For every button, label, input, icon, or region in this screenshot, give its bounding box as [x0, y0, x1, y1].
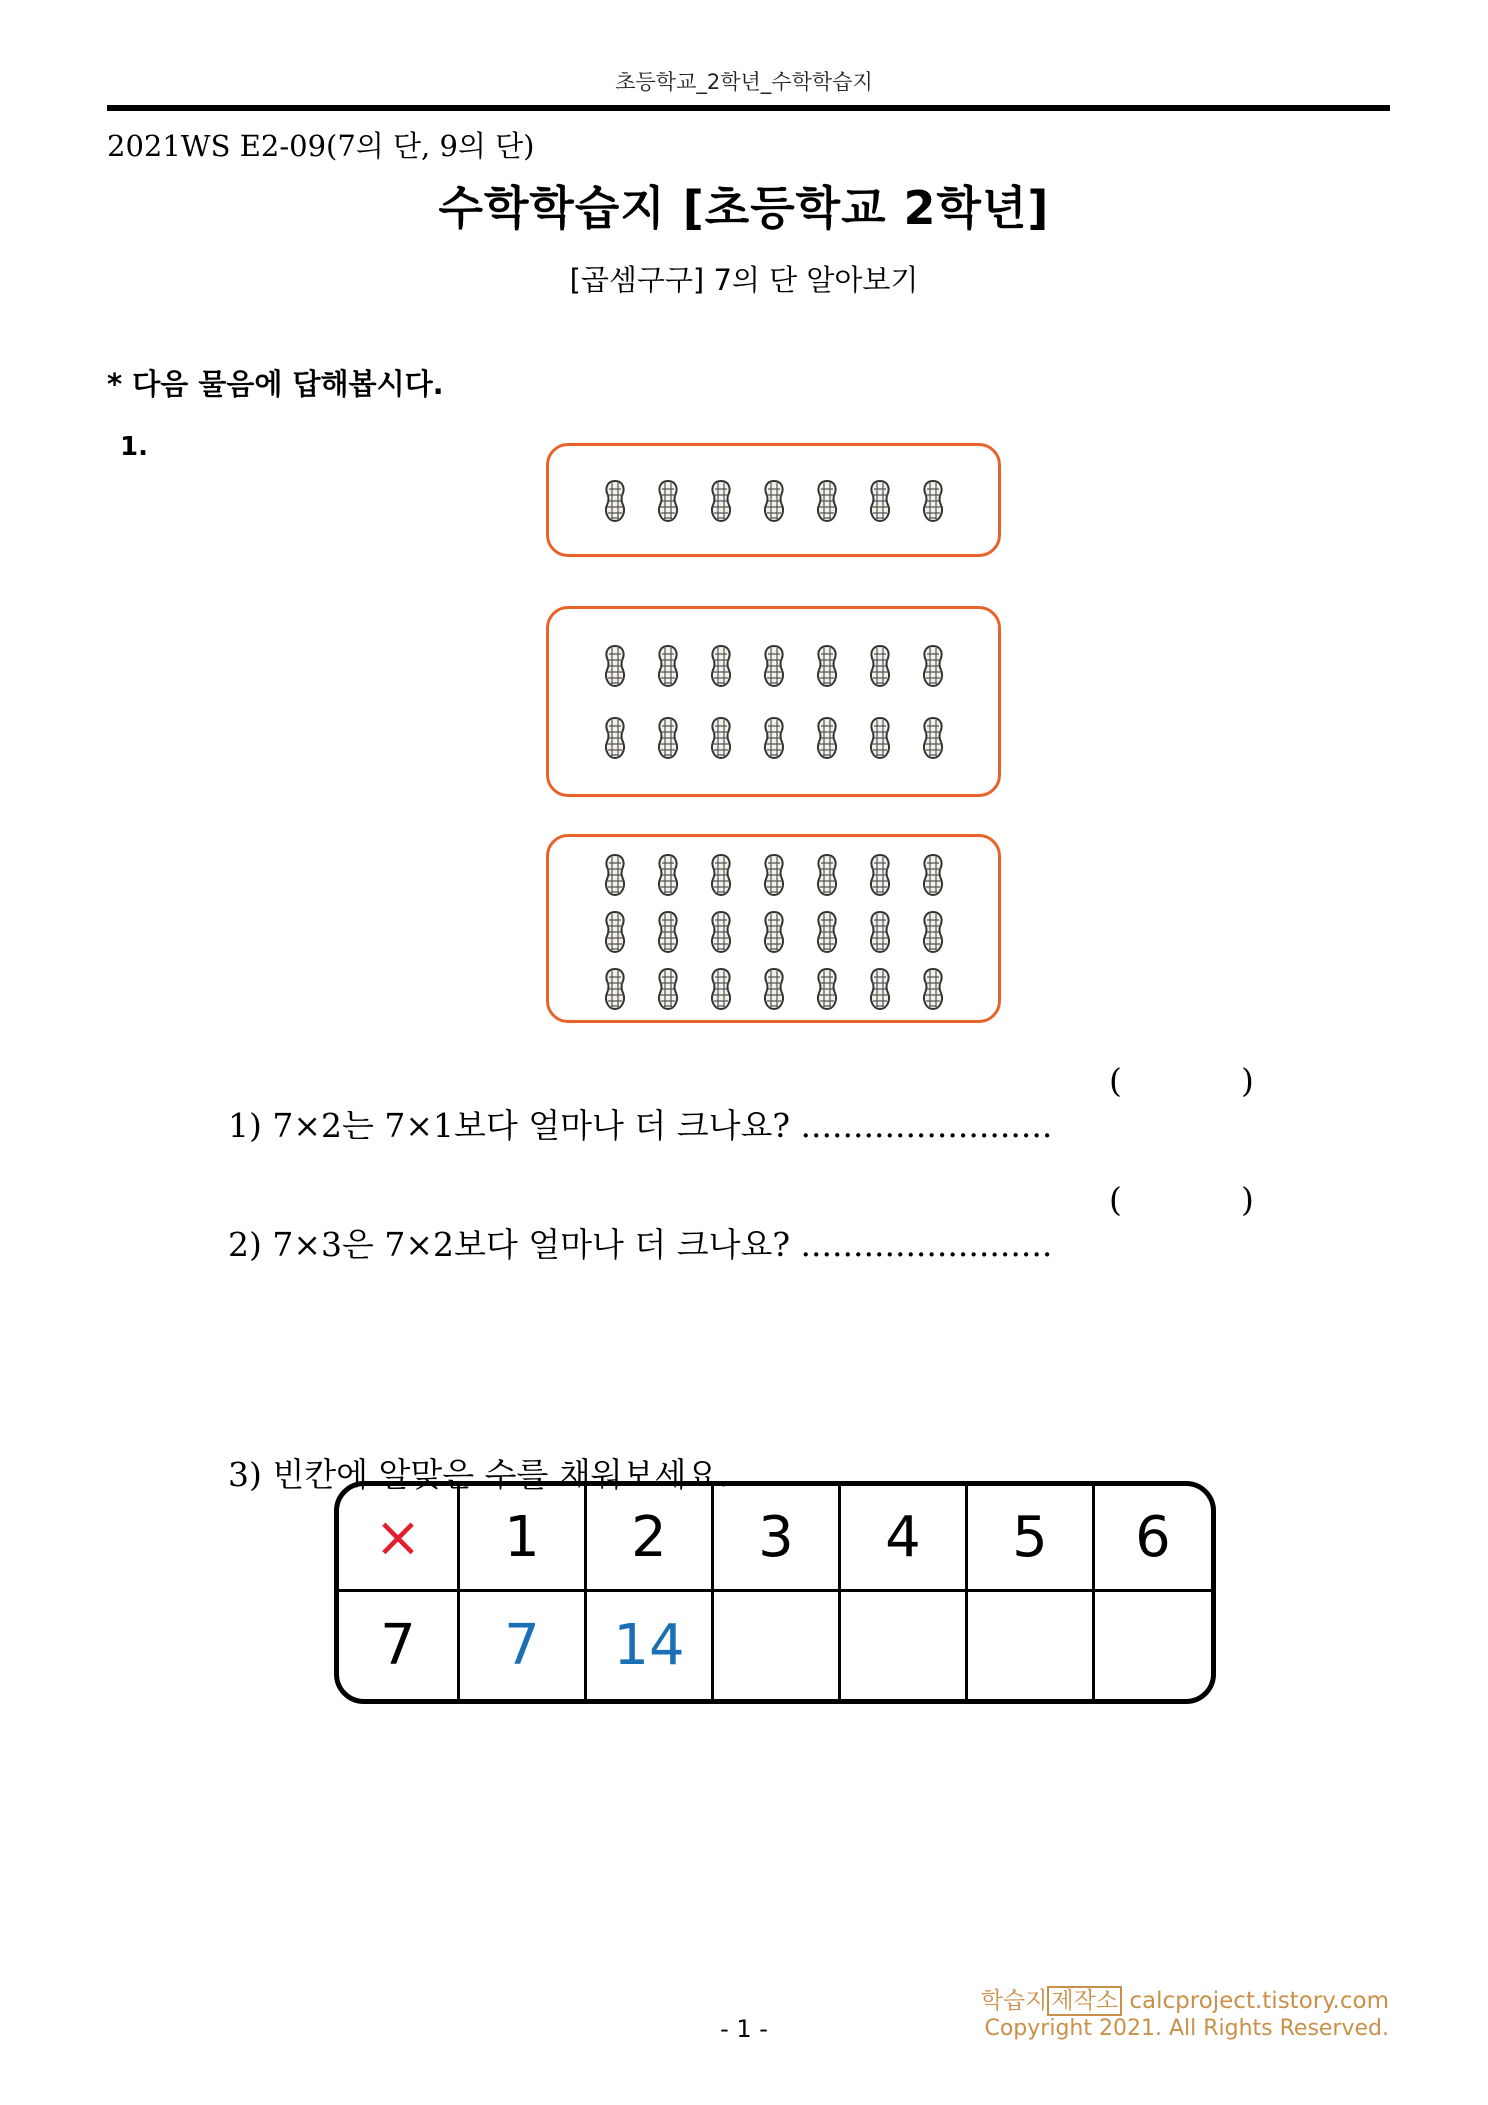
peanut-icon [757, 853, 791, 897]
peanut-icon [916, 853, 950, 897]
peanut-icon [863, 853, 897, 897]
table-operator-cell: × [339, 1486, 460, 1592]
peanut-icon [916, 716, 950, 760]
peanut-icon [916, 910, 950, 954]
peanut-row [549, 967, 998, 1011]
page-number: - 1 - [720, 2015, 768, 2043]
peanut-row [549, 479, 998, 523]
peanut-group-3 [546, 834, 1001, 1023]
table-answer-cell: 14 [587, 1592, 714, 1699]
table-header-cell: 5 [968, 1486, 1095, 1592]
running-header: 초등학교_2학년_수학학습지 [615, 70, 873, 94]
peanut-icon [810, 910, 844, 954]
peanut-icon [651, 479, 685, 523]
sub-question-text: 2) 7×3은 7×2보다 얼마나 더 크나요? ........................ [227, 1225, 1053, 1264]
peanut-icon [810, 967, 844, 1011]
peanut-icon [651, 716, 685, 760]
peanut-icon [757, 479, 791, 523]
question-number: 1. [120, 432, 148, 462]
peanut-icon [757, 716, 791, 760]
brand-boxed: 제작소 [1047, 1986, 1122, 2016]
peanut-icon [598, 853, 632, 897]
sub-question-text: 3) 빈칸에 알맞은 수를 채워보세요. [227, 1455, 729, 1494]
peanut-icon [863, 910, 897, 954]
peanut-icon [916, 967, 950, 1011]
peanut-group-1 [546, 443, 1001, 557]
table-row-label-cell: 7 [339, 1592, 460, 1699]
peanut-icon [598, 910, 632, 954]
peanut-row [549, 644, 998, 688]
peanut-icon [598, 479, 632, 523]
table-header-cell: 4 [841, 1486, 968, 1592]
brand-prefix: 학습지 [980, 1988, 1048, 2014]
peanut-row [549, 910, 998, 954]
peanut-icon [651, 853, 685, 897]
sub-question-text: 1) 7×2는 7×1보다 얼마나 더 크나요? ........................ [227, 1106, 1053, 1145]
peanut-icon [810, 644, 844, 688]
multiplication-table [334, 1481, 1216, 1704]
peanut-icon [810, 479, 844, 523]
peanut-icon [651, 644, 685, 688]
table-header-cell: 2 [587, 1486, 714, 1592]
peanut-icon [704, 967, 738, 1011]
instruction: * 다음 물음에 답해봅시다. [107, 367, 444, 401]
peanut-icon [810, 716, 844, 760]
peanut-icon [757, 910, 791, 954]
table-header-cell: 6 [1095, 1486, 1211, 1592]
peanut-row [549, 716, 998, 760]
sub-question-2 [207, 1180, 1254, 1344]
peanut-icon [757, 967, 791, 1011]
table-answer-blank[interactable] [841, 1592, 968, 1699]
peanut-icon [598, 716, 632, 760]
peanut-icon [651, 910, 685, 954]
brand-site: calcproject.tistory.com [1122, 1988, 1389, 2014]
table-answer-blank[interactable] [968, 1592, 1095, 1699]
answer-blank-close[interactable]: ) [1241, 1180, 1254, 1219]
footer-brand [981, 1982, 1389, 2015]
peanut-icon [704, 910, 738, 954]
header-rule [107, 105, 1390, 111]
footer-copyright: Copyright 2021. All Rights Reserved. [984, 2016, 1389, 2041]
table-header-cell: 1 [460, 1486, 587, 1592]
page-subtitle: [곱셈구구] 7의 단 알아보기 [569, 263, 919, 297]
peanut-icon [863, 716, 897, 760]
peanut-group-2 [546, 606, 1001, 797]
table-answer-blank[interactable] [714, 1592, 841, 1699]
document-code: 2021WS E2-09(7의 단, 9의 단) [107, 129, 535, 163]
page-title: 수학학습지 [초등학교 2학년] [438, 181, 1050, 235]
peanut-icon [704, 716, 738, 760]
peanut-icon [704, 853, 738, 897]
peanut-icon [863, 967, 897, 1011]
table-answer-blank[interactable] [1095, 1592, 1211, 1699]
peanut-icon [598, 967, 632, 1011]
peanut-icon [598, 644, 632, 688]
table-header-cell: 3 [714, 1486, 841, 1592]
answer-blank-open[interactable]: ( [1109, 1061, 1122, 1100]
peanut-icon [863, 479, 897, 523]
peanut-icon [916, 644, 950, 688]
peanut-icon [704, 479, 738, 523]
answer-blank-close[interactable]: ) [1241, 1061, 1254, 1100]
table-answer-cell: 7 [460, 1592, 587, 1699]
peanut-icon [651, 967, 685, 1011]
peanut-icon [704, 644, 738, 688]
peanut-icon [757, 644, 791, 688]
peanut-icon [916, 479, 950, 523]
peanut-icon [863, 644, 897, 688]
answer-blank-open[interactable]: ( [1109, 1180, 1122, 1219]
peanut-row [549, 853, 998, 897]
peanut-icon [810, 853, 844, 897]
